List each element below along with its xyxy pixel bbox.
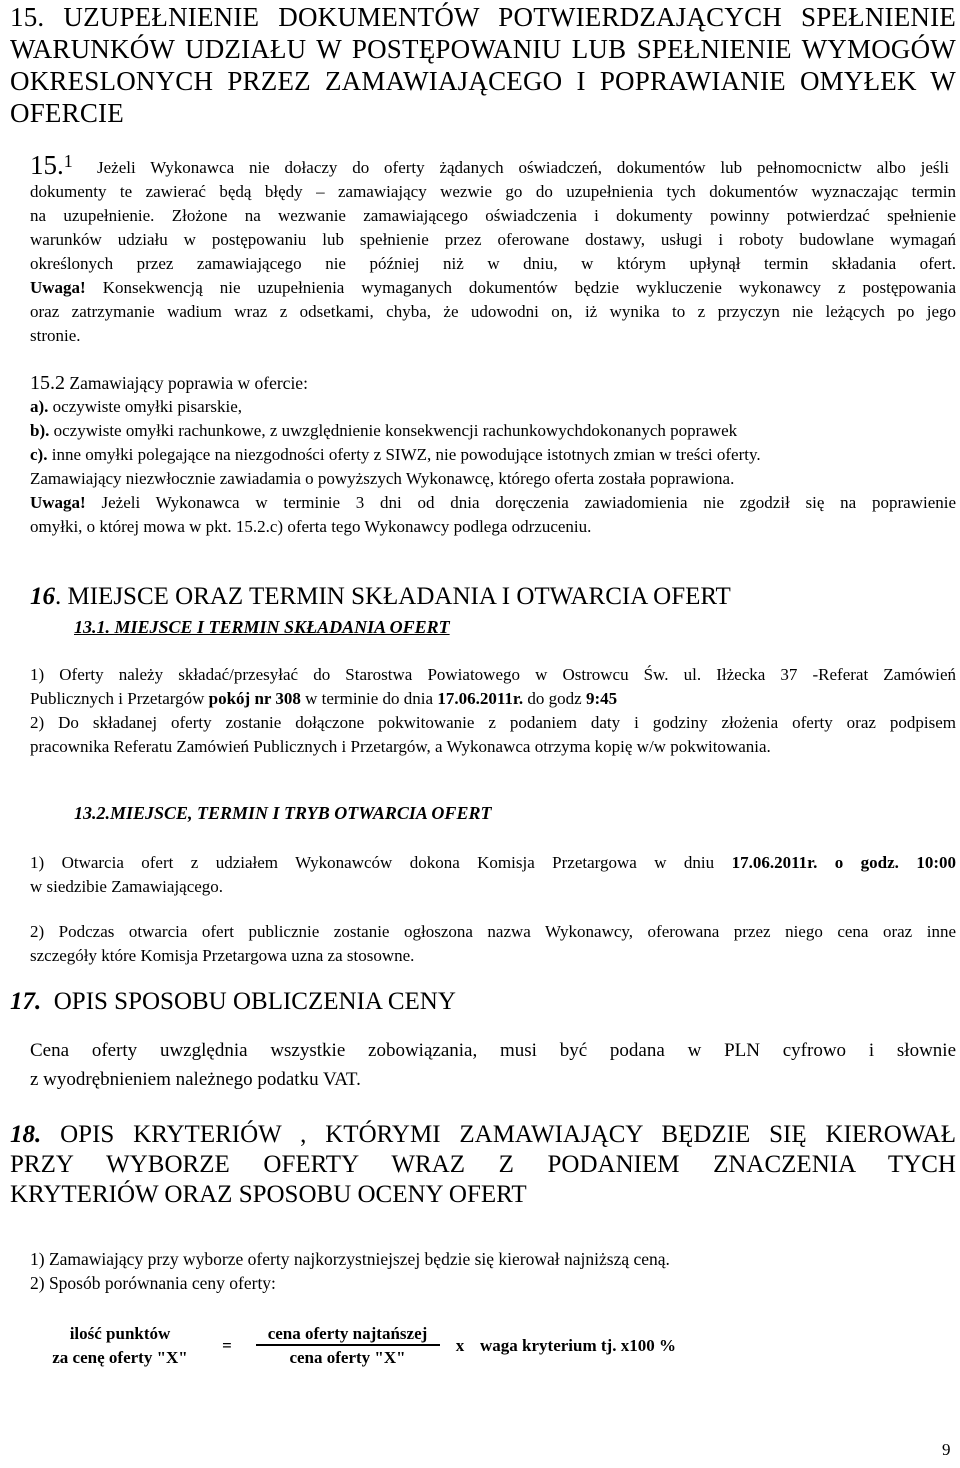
s16-1-line-2: [30, 689, 617, 709]
formula-times: x: [455, 1336, 465, 1355]
list-text: inne omyłki polegające na niezgodności oferty z SIWZ, nie powodujące istotnych zmian w treści oferty.: [51, 445, 761, 464]
formula-lhs-numerator: ilość punktów: [69, 1324, 171, 1343]
list-text: oczywiste omyłki pisarskie,: [52, 397, 242, 416]
number-prefix: 15.: [30, 150, 64, 180]
section-16-title: . MIEJSCE ORAZ TERMIN SKŁADANIA I OTWARCIA OFERT: [55, 583, 731, 610]
list-label: a).: [30, 397, 49, 416]
uwaga-1-line-3: stronie.: [30, 326, 81, 345]
section-15-heading-line-4: OFERCIE: [10, 98, 124, 128]
number-prefix: 15.: [30, 372, 55, 394]
list-text: oczywiste omyłki rachunkowe, z uwzględnienie konsekwencji rachunkowychdokonanych poprawek: [53, 421, 738, 440]
room-number: pokój nr 308: [208, 689, 301, 708]
s16-1-text-a: Publicznych i Przetargów: [30, 689, 209, 708]
s16-2-line-2: pracownika Referatu Zamówień Publicznych i Przetargów, a Wykonawca otrzyma kopię w/w pokwitowania.: [30, 737, 771, 756]
list-label: b).: [30, 421, 50, 440]
formula-equals: =: [222, 1336, 232, 1355]
paragraph-15-2-intro: [30, 372, 308, 395]
section-15-heading-line-1: 15. UZUPEŁNIENIE DOKUMENTÓW POTWIERDZAJĄCYCH SPEŁNIENIE: [10, 2, 956, 32]
page-number: 9: [942, 1440, 951, 1459]
s16-1-line-1: 1) Oferty należy składać/przesyłać do Starostwa Powiatowego w Ostrowcu Św. ul. Iłżecka 37 -Referat Zamówień: [30, 665, 956, 684]
formula-rhs-numerator: cena oferty najtańszej: [267, 1324, 428, 1343]
notify-line: Zamawiający niezwłocznie zawiadamia o powyższych Wykonawcę, którego oferta została poprawiona.: [30, 469, 735, 488]
uwaga-1-text: Konsekwencją nie uzupełnienia wymaganych dokumentów będzie wykluczenie wykonawcy z postępowania: [102, 278, 957, 297]
formula-fraction-bar: [256, 1344, 440, 1346]
paragraph-15-1-line-3: na uzupełnienie. Złożone na wezwanie zamawiającego oświadczenia i dokumenty powinny potwierdzać spełnienie: [30, 206, 956, 225]
uwaga-2-line-1: [30, 493, 956, 513]
opening-date: 17.06.2011r.: [731, 853, 818, 872]
uwaga-2-text: Jeżeli Wykonawca w terminie 3 dni od dnia doręczenia zawiadomienia nie zgodził się na poprawienie: [101, 493, 957, 512]
section-18-heading-line-3: KRYTERIÓW ORAZ SPOSOBU OCENY OFERT: [10, 1181, 527, 1208]
uwaga-label: Uwaga!: [30, 278, 86, 297]
subsection-13-1-title: 13.1. MIEJSCE I TERMIN SKŁADANIA OFERT: [74, 617, 450, 637]
section-17-heading: [10, 988, 456, 1016]
number-suffix: 2: [55, 372, 65, 394]
paragraph-15-1-line-2: dokumenty te zawierać będą błędy – zamawiający wezwie go do uzupełnienia tych dokumentów wyznaczając termin: [30, 182, 956, 201]
uwaga-1-line-2: oraz zatrzymanie wadium wraz z odsetkami, chyba, że udowodni on, iż wynika to z przyczyn nie leżących po jego: [30, 302, 956, 321]
s16-1-text-b: w terminie do dnia: [300, 689, 438, 708]
section-18-p2: 2) Sposób porównania ceny oferty:: [30, 1273, 276, 1293]
s16-opening-line-1: [30, 853, 956, 873]
number-suffix: 1: [63, 151, 73, 171]
section-17-line-2: z wyodrębnieniem należnego podatku VAT.: [30, 1069, 361, 1090]
s16-2-line-1: 2) Do składanej oferty zostanie dołączone pokwitowanie z podaniem daty i godziny złożenia oferty oraz podpisem: [30, 713, 956, 732]
uwaga-2-line-2: omyłki, o której mowa w pkt. 15.2.c) oferta tego Wykonawcy podlega odrzuceniu.: [30, 517, 592, 536]
uwaga-label: Uwaga!: [30, 493, 86, 512]
opening-text-b: o godz.: [817, 853, 899, 872]
section-18-heading-line-2: PRZY WYBORZE OFERTY WRAZ Z PODANIEM ZNACZENIA TYCH: [10, 1151, 956, 1178]
s16-opening-p2-line-1: 2) Podczas otwarcia ofert publicznie zostanie ogłoszona nazwa Wykonawcy, oferowana przez niego cena oraz inne: [30, 922, 956, 941]
opening-text-a: 1) Otwarcia ofert z udziałem Wykonawców dokona Komisja Przetargowa w dniu: [30, 853, 732, 872]
subsection-13-2-title: 13.2.MIEJSCE, TERMIN I TRYB OTWARCIA OFERT: [74, 803, 492, 823]
list-label: c).: [30, 445, 48, 464]
formula-weight: waga kryterium tj. x100 %: [480, 1336, 676, 1355]
paragraph-15-1-line-1: Jeżeli Wykonawca nie dołaczy do oferty żądanych oświadczeń, dokumentów lub pełnomocnictw albo jeśli: [97, 158, 949, 177]
section-18-title-1: OPIS KRYTERIÓW , KTÓRYMI ZAMAWIAJĄCY BĘDZIE SIĘ KIEROWAŁ: [60, 1121, 956, 1148]
paragraph-15-1-line-5: określonych przez zamawiającego nie później niż w dniu, w którym upłynął termin składania ofert.: [30, 254, 956, 273]
section-18-heading-line-1: [10, 1121, 956, 1149]
section-16-number: 16: [30, 583, 55, 610]
section-17-line-1: Cena oferty uwzględnia wszystkie zobowiązania, musi być podana w PLN cyfrowo i słownie: [30, 1040, 956, 1061]
section-18-p1: 1) Zamawiający przy wyborze oferty najkorzystniejszej będzie się kierował najniższą ceną.: [30, 1249, 670, 1269]
formula-rhs-denominator: cena oferty "X": [289, 1348, 406, 1367]
paragraph-15-1-line-4: warunków udziału w postępowaniu lub spełnienie przez oferowane dostawy, usługi i roboty budowlane wymagań: [30, 230, 956, 249]
formula-lhs-denominator: za cenę oferty "X": [52, 1348, 188, 1367]
uwaga-1-line-1: [30, 278, 956, 298]
list-item-b: [30, 421, 737, 441]
section-17-number: 17.: [10, 988, 42, 1015]
list-item-a: [30, 397, 242, 417]
paragraph-15-2-intro-text: Zamawiający poprawia w ofercie:: [69, 373, 308, 393]
s16-1-text-c: do godz: [523, 689, 586, 708]
section-17-title: OPIS SPOSOBU OBLICZENIA CENY: [53, 988, 456, 1015]
opening-time: 10:00: [916, 853, 957, 872]
section-16-heading: [30, 583, 731, 611]
section-18-number: 18.: [10, 1121, 42, 1148]
deadline-date: 17.06.2011r.: [437, 689, 524, 708]
s16-opening-line-2: w siedzibie Zamawiającego.: [30, 877, 224, 896]
deadline-time: 9:45: [585, 689, 618, 708]
section-15-heading-line-3: OKRESLONYCH PRZEZ ZAMAWIAJĄCEGO I POPRAWIANIE OMYŁEK W: [10, 66, 956, 96]
list-item-c: [30, 445, 761, 465]
section-15-heading-line-2: WARUNKÓW UDZIAŁU W POSTĘPOWANIU LUB SPEŁNIENIE WYMOGÓW: [10, 34, 956, 64]
paragraph-15-1-number: [30, 150, 73, 181]
s16-opening-p2-line-2: szczegóły które Komisja Przetargowa uzna za stosowne.: [30, 946, 415, 965]
